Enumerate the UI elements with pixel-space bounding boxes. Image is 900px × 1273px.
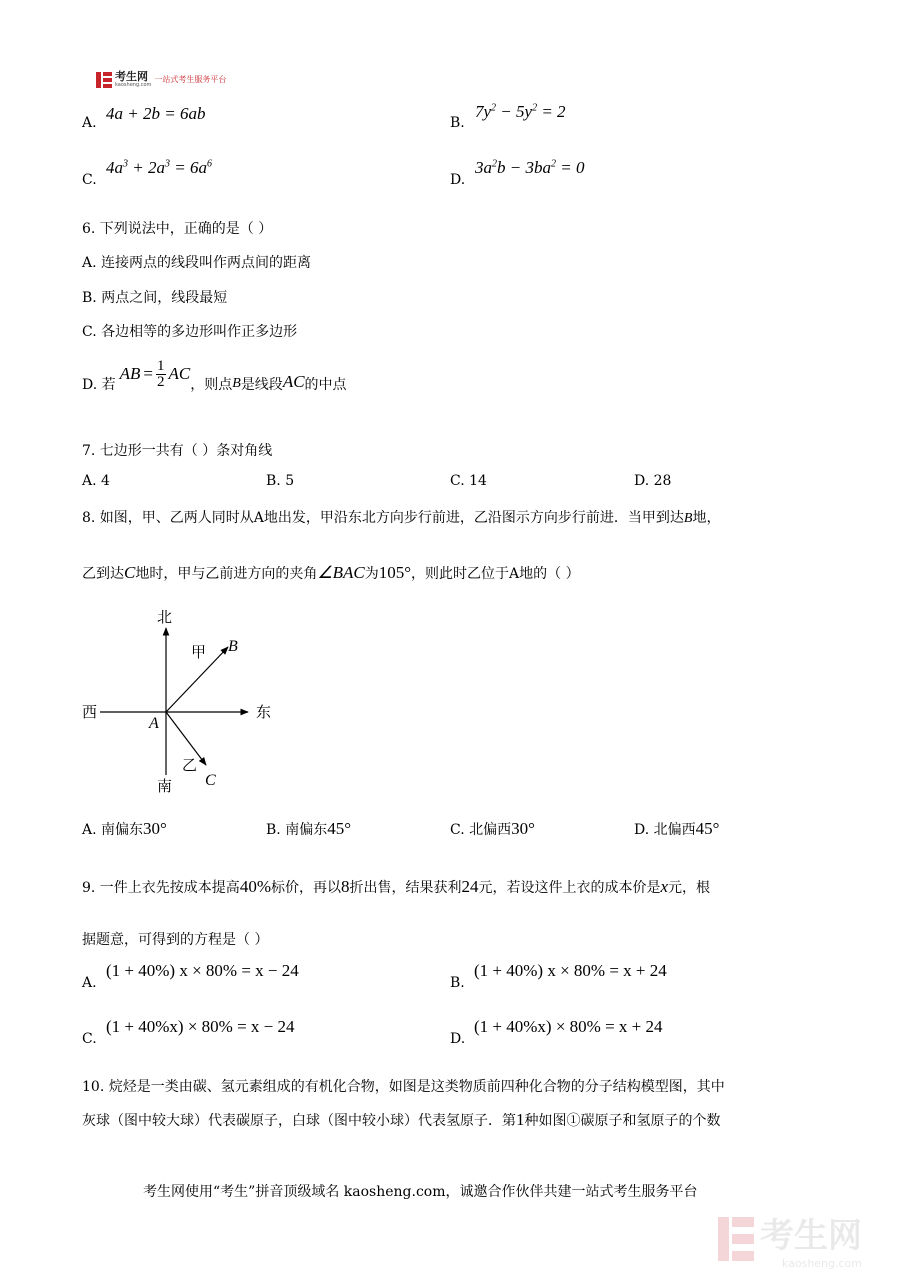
q7-stem: 7. 七边形一共有（ ）条对角线 [82,443,273,459]
q8-line2-post: ，则此时乙位于A地的（ ） [411,566,580,582]
q8-option-a-text: A. 南偏东 [82,822,144,838]
q9-l1-24: 24 [461,877,479,896]
q9-line-2: 据题意，可得到的方程是（ ） [82,932,269,948]
q8-line-2 [82,563,580,583]
q8-option-b-text: B. 南偏东 [266,822,328,838]
logo-icon [96,72,112,88]
q9-line-1 [82,877,710,897]
q7-option-a: A. 4 [82,473,110,489]
watermark-logo-icon [718,1217,754,1261]
q5-option-a-label: A. [82,115,97,131]
label-point-c: C [205,772,216,789]
q7-option-b: B. 5 [266,473,295,489]
q6-option-d-ab: AB [119,364,141,383]
q9-option-d-equation: (1 + 40%x) × 80% = x + 24 [474,1017,663,1036]
q9-option-c-equation: (1 + 40%x) × 80% = x − 24 [106,1017,295,1036]
fraction-numerator: 1 [157,357,165,374]
q9-l1-b: 标价，再以 [270,880,341,896]
q10-line2-post: 种如图①碳原子和氢原子的个数 [524,1113,721,1129]
q8-option-c-text: C. 北偏西 [450,822,512,838]
q6-option-d-ac-2: AC [282,372,305,391]
q8-line2-mid2: 为 [364,566,379,582]
q8-line2-mid: 地时，甲与乙前进方向的夹角 [135,566,318,582]
label-east: 东 [256,703,272,721]
q8-option-d-text: D. 北偏西 [634,822,696,838]
q8-option-d-degree: 45° [695,819,720,838]
q8-line1-pre: 8. 如图，甲、乙两人同时从A地出发，甲沿东北方向步行前进，乙沿图示方向步行前进．当甲到达 [82,510,684,526]
q5-option-b-label: B. [450,115,465,131]
q9-option-b-label: B. [450,975,465,991]
watermark-name: 考生网 [760,1216,862,1256]
q7-option-d: D. 28 [634,473,672,489]
q5-option-c-label: C. [82,172,97,188]
watermark [718,1208,862,1270]
q7-option-c: C. 14 [450,473,487,489]
q8-line1-post: 地， [692,510,721,526]
q6-option-a: A. 连接两点的线段叫作两点间的距离 [82,255,312,271]
q9-l1-pct: 40% [239,877,271,896]
q9-l1-e: 元，根 [668,880,711,896]
q10-line2-1: 1 [516,1110,525,1129]
q6-option-d-tail1: 是线段 [240,377,283,393]
q9-l1-8: 8 [340,877,350,896]
logo-domain: kaosheng.com [115,82,152,88]
q9-l1-x: x [660,877,669,896]
label-west: 西 [82,703,98,721]
q8-line1-b: B [683,511,693,526]
q8-option-c-degree: 30° [511,819,535,838]
q6-option-d-b: B [232,376,241,391]
q9-option-a-equation: (1 + 40%) x × 80% = x − 24 [106,961,299,980]
q9-l1-c: 折出售，结果获利 [349,880,462,896]
q9-option-d-label: D. [450,1031,466,1047]
q8-option-c [450,819,535,839]
q5-option-a-equation: 4a + 2b = 6ab [106,104,206,123]
q6-option-c: C. 各边相等的多边形叫作正多边形 [82,324,298,340]
q8-line2-degree: 105° [378,563,412,582]
q6-option-b: B. 两点之间，线段最短 [82,290,228,306]
q6-stem: 6. 下列说法中，正确的是（ ） [82,221,273,237]
q8-direction-figure [78,600,288,805]
q6-option-d-label: D. 若 [82,377,116,393]
label-north: 北 [157,608,173,626]
q6-option-d-fraction [156,359,166,390]
label-jia: 甲 [191,643,207,661]
header-logo [96,71,226,88]
q10-line-1: 10. 烷烃是一类由碳、氢元素组成的有机化合物，如图是这类物质前四种化合物的分子结构模型图，其中 [82,1079,725,1095]
q6-option-d-mid: ，则点 [190,377,233,393]
label-point-b: B [228,638,238,655]
logo-slogan: 一站式考生服务平台 [154,75,227,84]
q10-line-2 [82,1110,721,1130]
q8-option-a [82,819,167,839]
q8-option-b [266,819,351,839]
q9-l1-a: 9. 一件上衣先按成本提高 [82,880,240,896]
q8-option-d [634,819,719,839]
q9-l1-d: 元，若设这件上衣的成本价是 [478,880,661,896]
q9-option-c-label: C. [82,1031,97,1047]
q8-line2-pre: 乙到达 [82,566,124,582]
q9-option-b-equation: (1 + 40%) x × 80% = x + 24 [474,961,667,980]
label-south: 南 [157,777,173,795]
q5-option-d-label: D. [450,172,466,188]
q8-option-b-degree: 45° [327,819,352,838]
q5-option-c-equation: $4a^3 + 2a^3 = 6a^6$ [106,158,212,177]
logo-name: 考生网 [115,70,148,83]
q8-line-1 [82,507,720,527]
footer-text: 考生网使用“考生”拼音顶级域名 kaosheng.com，诚邀合作伙伴共建一站式考生服务平台 [143,1184,698,1200]
q10-line2-pre: 灰球（图中较大球）代表碳原子，白球（图中较小球）代表氢原子．第 [82,1113,516,1129]
watermark-domain: kaosheng.com [781,1257,862,1270]
q8-line2-c: C [124,563,136,582]
label-point-a: A [149,715,159,732]
q5-option-b-equation: $7y^2 - 5y^2 = 2$ [475,102,566,121]
q6-option-d [82,354,347,394]
label-yi: 乙 [182,756,198,774]
q8-line2-angle: ∠BAC [317,563,365,582]
q6-option-d-eq: = [143,364,154,383]
q5-option-d-equation: $3a^2b - 3ba^2 = 0$ [475,158,585,177]
q8-option-a-degree: 30° [143,819,167,838]
q6-option-d-tail2: 的中点 [304,377,347,393]
fraction-denominator: 2 [157,373,165,390]
q9-option-a-label: A. [82,975,97,991]
q6-option-d-ac-1: AC [168,364,191,383]
